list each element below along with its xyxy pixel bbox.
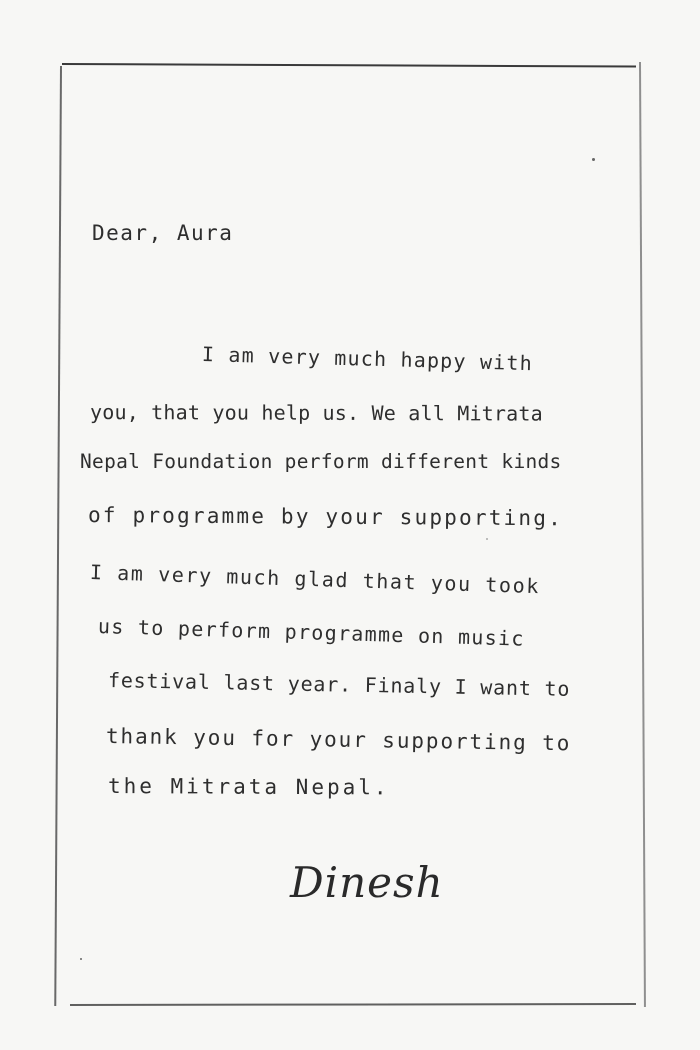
paper-edge-top — [62, 63, 636, 68]
letter-line-6: us to perform programme on music — [97, 614, 526, 651]
letter-line-4: of programme by your supporting. — [87, 503, 564, 531]
paper-edge-bottom — [70, 1003, 636, 1006]
paper-speck — [592, 158, 595, 161]
letter-line-3: Nepal Foundation perform different kinds — [80, 450, 562, 473]
paper-speck — [486, 538, 488, 540]
paper-edge-right — [639, 62, 646, 1007]
letter-line-7: festival last year. Finaly I want to — [107, 668, 571, 701]
paper-speck — [80, 958, 82, 960]
letter-line-2: you, that you help us. We all Mitrata — [89, 400, 543, 426]
letter-line-5: I am very much glad that you took — [89, 560, 541, 599]
letter-greeting: Dear, Aura — [92, 221, 234, 245]
letter-signature: Dinesh — [290, 858, 444, 907]
letter-line-9: the Mitrata Nepal. — [107, 774, 390, 800]
letter-line-8: thank you for your supporting to — [105, 724, 572, 756]
paper-edge-left — [54, 66, 62, 1006]
letter-line-1: I am very much happy with — [201, 342, 534, 376]
